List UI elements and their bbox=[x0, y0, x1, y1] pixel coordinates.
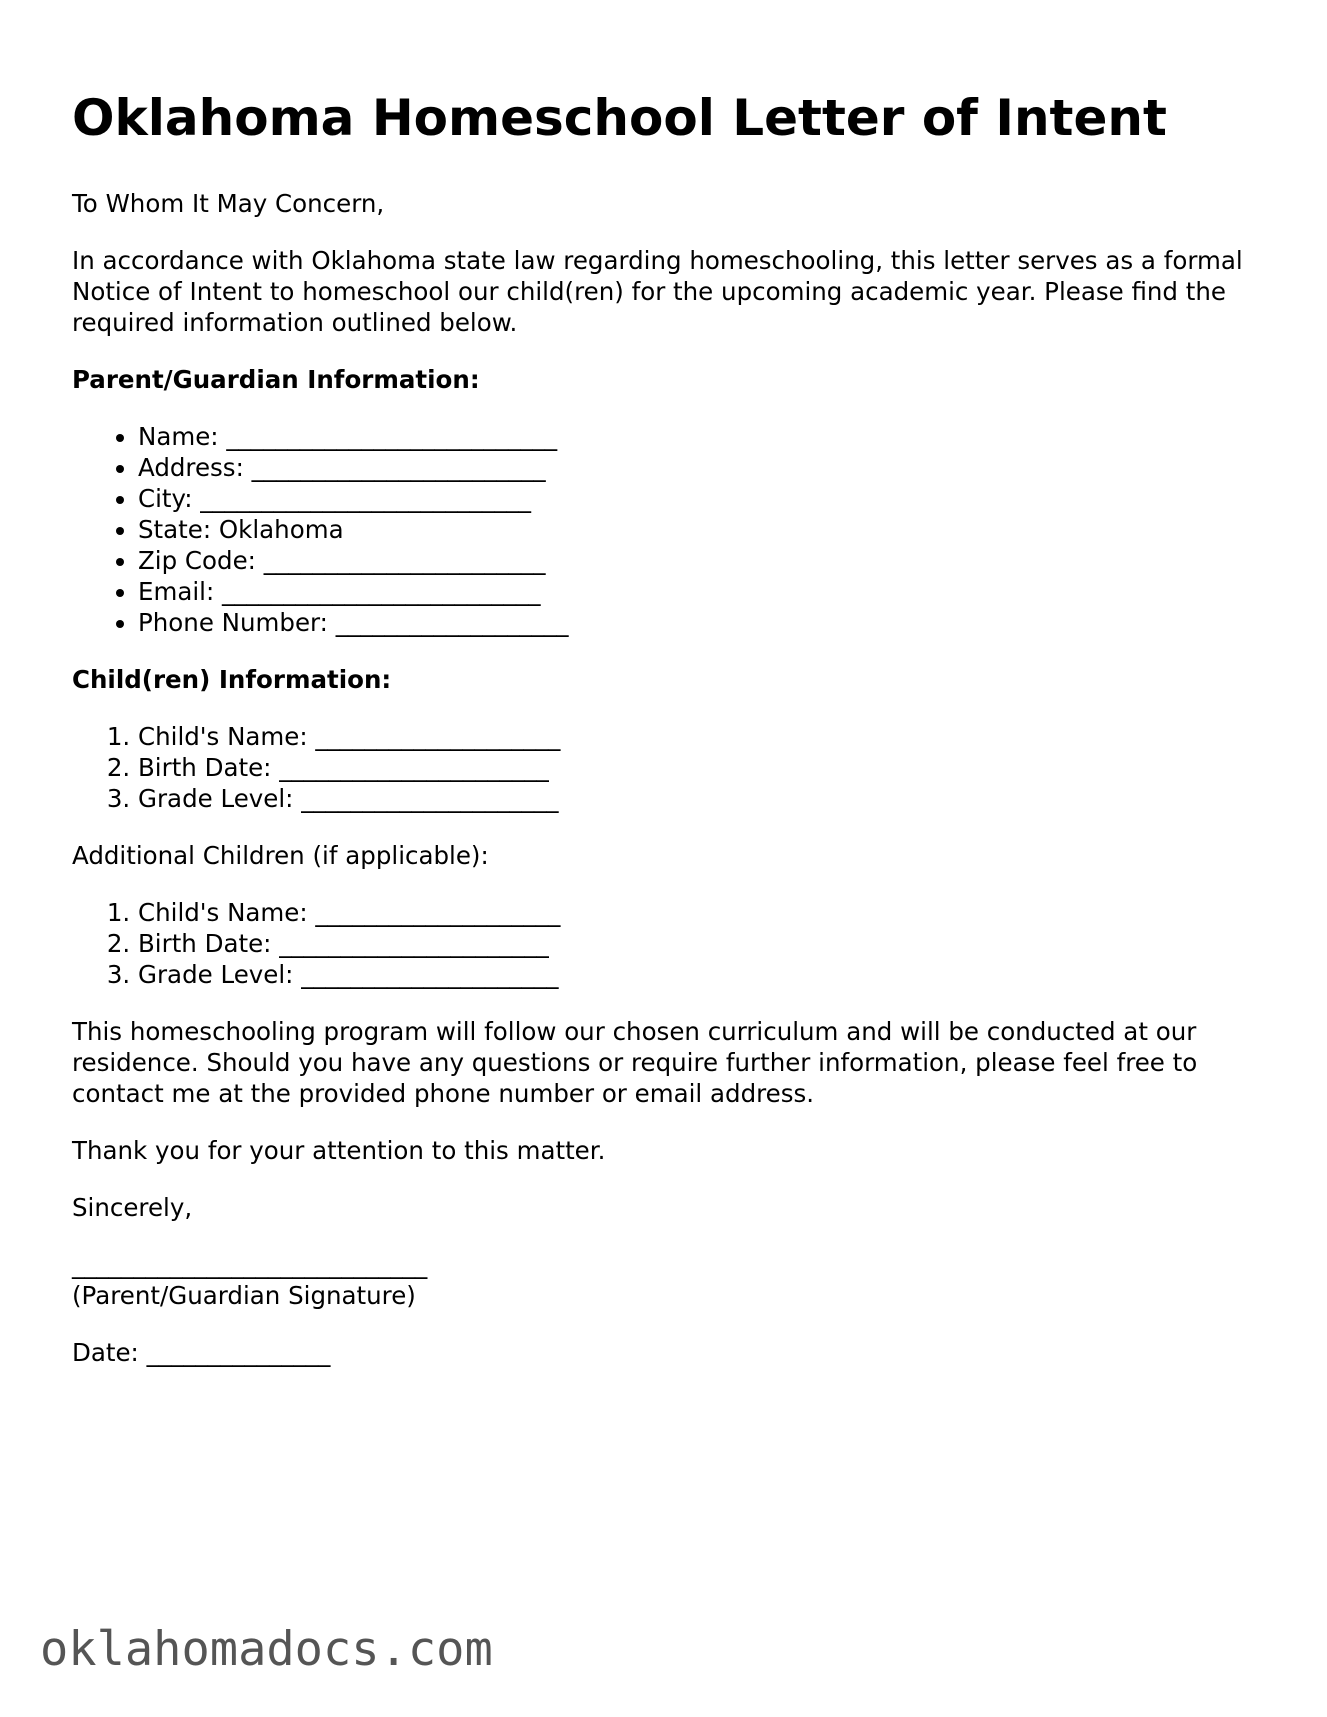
signature-label: (Parent/Guardian Signature) bbox=[72, 1281, 416, 1310]
closing-paragraph: This homeschooling program will follow our chosen curriculum and will be conducted at our residence. Should you have any questions or require further information, please feel free to contact me at the provided phone number or email address. bbox=[72, 1017, 1198, 1108]
letter-document bbox=[72, 88, 1252, 1394]
child-birth-date-field: 2. Birth Date: ______________________ bbox=[138, 752, 1252, 783]
parent-phone-field: • Phone Number: ___________________ bbox=[138, 607, 1252, 638]
additional-child-birth-date-field: 2. Birth Date: ______________________ bbox=[138, 928, 1252, 959]
parent-section-heading: Parent/Guardian Information: bbox=[72, 365, 480, 394]
site-watermark: oklahomadocs.com bbox=[40, 1622, 493, 1677]
parent-name-field: • Name: ___________________________ bbox=[138, 421, 1252, 452]
date-field: Date: _______________ bbox=[72, 1338, 331, 1367]
parent-zip-field: • Zip Code: _______________________ bbox=[138, 545, 1252, 576]
signature-line: _____________________________ bbox=[72, 1250, 428, 1279]
children-section-heading: Child(ren) Information: bbox=[72, 665, 392, 694]
parent-state-field: • State: Oklahoma bbox=[138, 514, 1252, 545]
child-grade-level-field: 3. Grade Level: _____________________ bbox=[138, 783, 1252, 814]
sign-off: Sincerely, bbox=[72, 1193, 193, 1222]
parent-email-field: • Email: __________________________ bbox=[138, 576, 1252, 607]
additional-child-grade-level-field: 3. Grade Level: _____________________ bbox=[138, 959, 1252, 990]
thanks-text: Thank you for your attention to this matter. bbox=[72, 1136, 606, 1165]
salutation: To Whom It May Concern, bbox=[72, 189, 385, 218]
parent-address-field: • Address: ________________________ bbox=[138, 452, 1252, 483]
children-info-list bbox=[72, 721, 1252, 814]
child-name-field: 1. Child's Name: ____________________ bbox=[138, 721, 1252, 752]
additional-child-name-field: 1. Child's Name: ____________________ bbox=[138, 897, 1252, 928]
parent-info-list bbox=[72, 421, 1252, 638]
page-title: Oklahoma Homeschool Letter of Intent bbox=[72, 89, 1167, 147]
parent-city-field: • City: ___________________________ bbox=[138, 483, 1252, 514]
intro-paragraph: In accordance with Oklahoma state law regarding homeschooling, this letter serves as a formal Notice of Intent to homeschool our child(ren) for the upcoming academic year. Please find the required information outlined below. bbox=[72, 246, 1243, 337]
additional-children-heading: Additional Children (if applicable): bbox=[72, 841, 489, 870]
additional-children-list bbox=[72, 897, 1252, 990]
